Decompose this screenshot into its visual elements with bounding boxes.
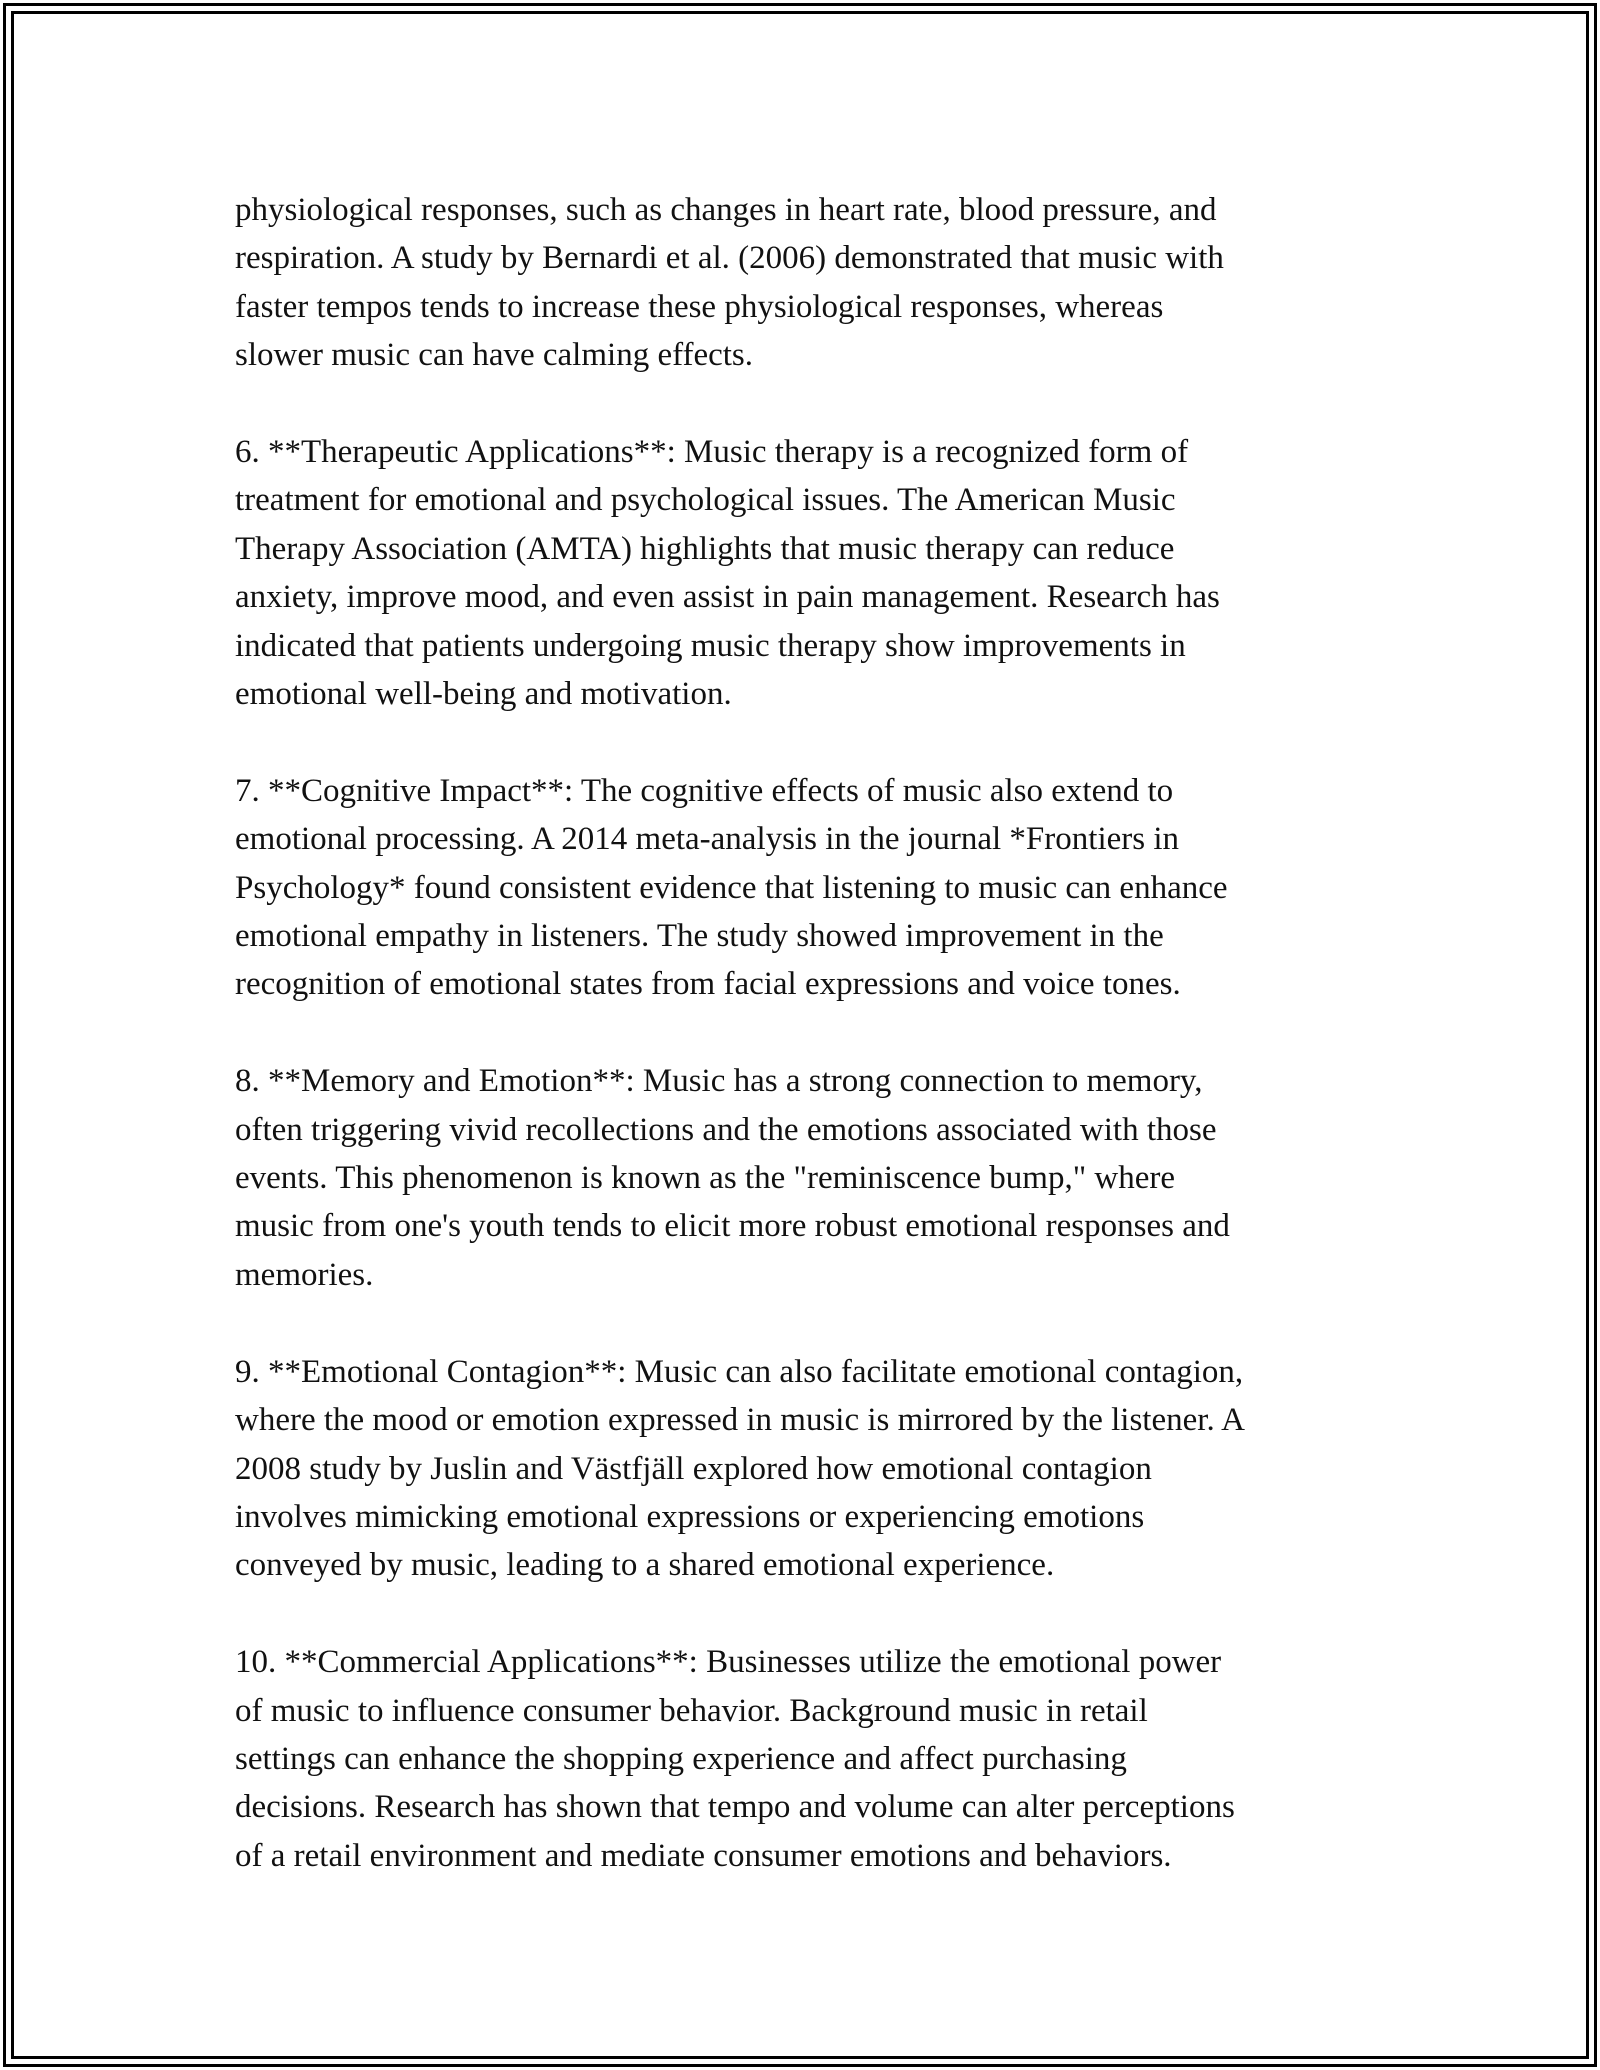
document-body	[235, 186, 1375, 1929]
text-line: events. This phenomenon is known as the "reminiscence bump," where	[235, 1160, 1176, 1197]
text-line: faster tempos tends to increase these physiological responses, whereas	[235, 288, 1164, 325]
text-line: 10. **Commercial Applications**: Businesses utilize the emotional power	[235, 1644, 1222, 1681]
text-line: 7. **Cognitive Impact**: The cognitive effects of music also extend to	[235, 772, 1174, 809]
text-line: conveyed by music, leading to a shared emotional experience.	[235, 1547, 1055, 1584]
text-line: Therapy Association (AMTA) highlights that music therapy can reduce	[235, 530, 1175, 567]
text-line: where the mood or emotion expressed in music is mirrored by the listener. A	[235, 1402, 1245, 1439]
text-line: 2008 study by Juslin and Västfjäll explored how emotional contagion	[235, 1450, 1152, 1487]
text-line: 9. **Emotional Contagion**: Music can also facilitate emotional contagion,	[235, 1353, 1244, 1390]
text-line: respiration. A study by Bernardi et al. (2006) demonstrated that music with	[235, 240, 1224, 277]
text-line: slower music can have calming effects.	[235, 337, 754, 374]
paragraph-cognitive-impact	[235, 767, 1375, 1009]
text-line: physiological responses, such as changes in heart rate, blood pressure, and	[235, 192, 1217, 228]
text-line: anxiety, improve mood, and even assist in pain management. Research has	[235, 579, 1220, 616]
text-line: emotional empathy in listeners. The study showed improvement in the	[235, 918, 1164, 955]
text-line: of music to influence consumer behavior. Background music in retail	[235, 1692, 1148, 1729]
text-line: 8. **Memory and Emotion**: Music has a strong connection to memory,	[235, 1063, 1203, 1100]
text-line: memories.	[235, 1256, 374, 1293]
text-line: of a retail environment and mediate consumer emotions and behaviors.	[235, 1837, 1172, 1874]
text-line: emotional processing. A 2014 meta-analysis in the journal *Frontiers in	[235, 821, 1180, 858]
text-line: often triggering vivid recollections and the emotions associated with those	[235, 1111, 1217, 1148]
text-line: indicated that patients undergoing music therapy show improvements in	[235, 627, 1186, 664]
text-line: decisions. Research has shown that tempo and volume can alter perceptions	[235, 1789, 1235, 1826]
text-line: 6. **Therapeutic Applications**: Music therapy is a recognized form of	[235, 434, 1189, 471]
text-line: Psychology* found consistent evidence that listening to music can enhance	[235, 869, 1228, 906]
text-line: emotional well-being and motivation.	[235, 676, 732, 713]
text-line: recognition of emotional states from facial expressions and voice tones.	[235, 966, 1181, 1003]
text-line: involves mimicking emotional expressions or experiencing emotions	[235, 1498, 1145, 1535]
text-line: treatment for emotional and psychological issues. The American Music	[235, 482, 1176, 519]
text-line: music from one's youth tends to elicit more robust emotional responses and	[235, 1208, 1230, 1245]
text-line: settings can enhance the shopping experience and affect purchasing	[235, 1740, 1127, 1777]
paragraph-therapeutic-applications	[235, 428, 1375, 718]
paragraph-physiological-responses	[235, 186, 1375, 380]
paragraph-emotional-contagion	[235, 1348, 1375, 1590]
paragraph-commercial-applications	[235, 1638, 1375, 1880]
paragraph-memory-and-emotion	[235, 1057, 1375, 1299]
